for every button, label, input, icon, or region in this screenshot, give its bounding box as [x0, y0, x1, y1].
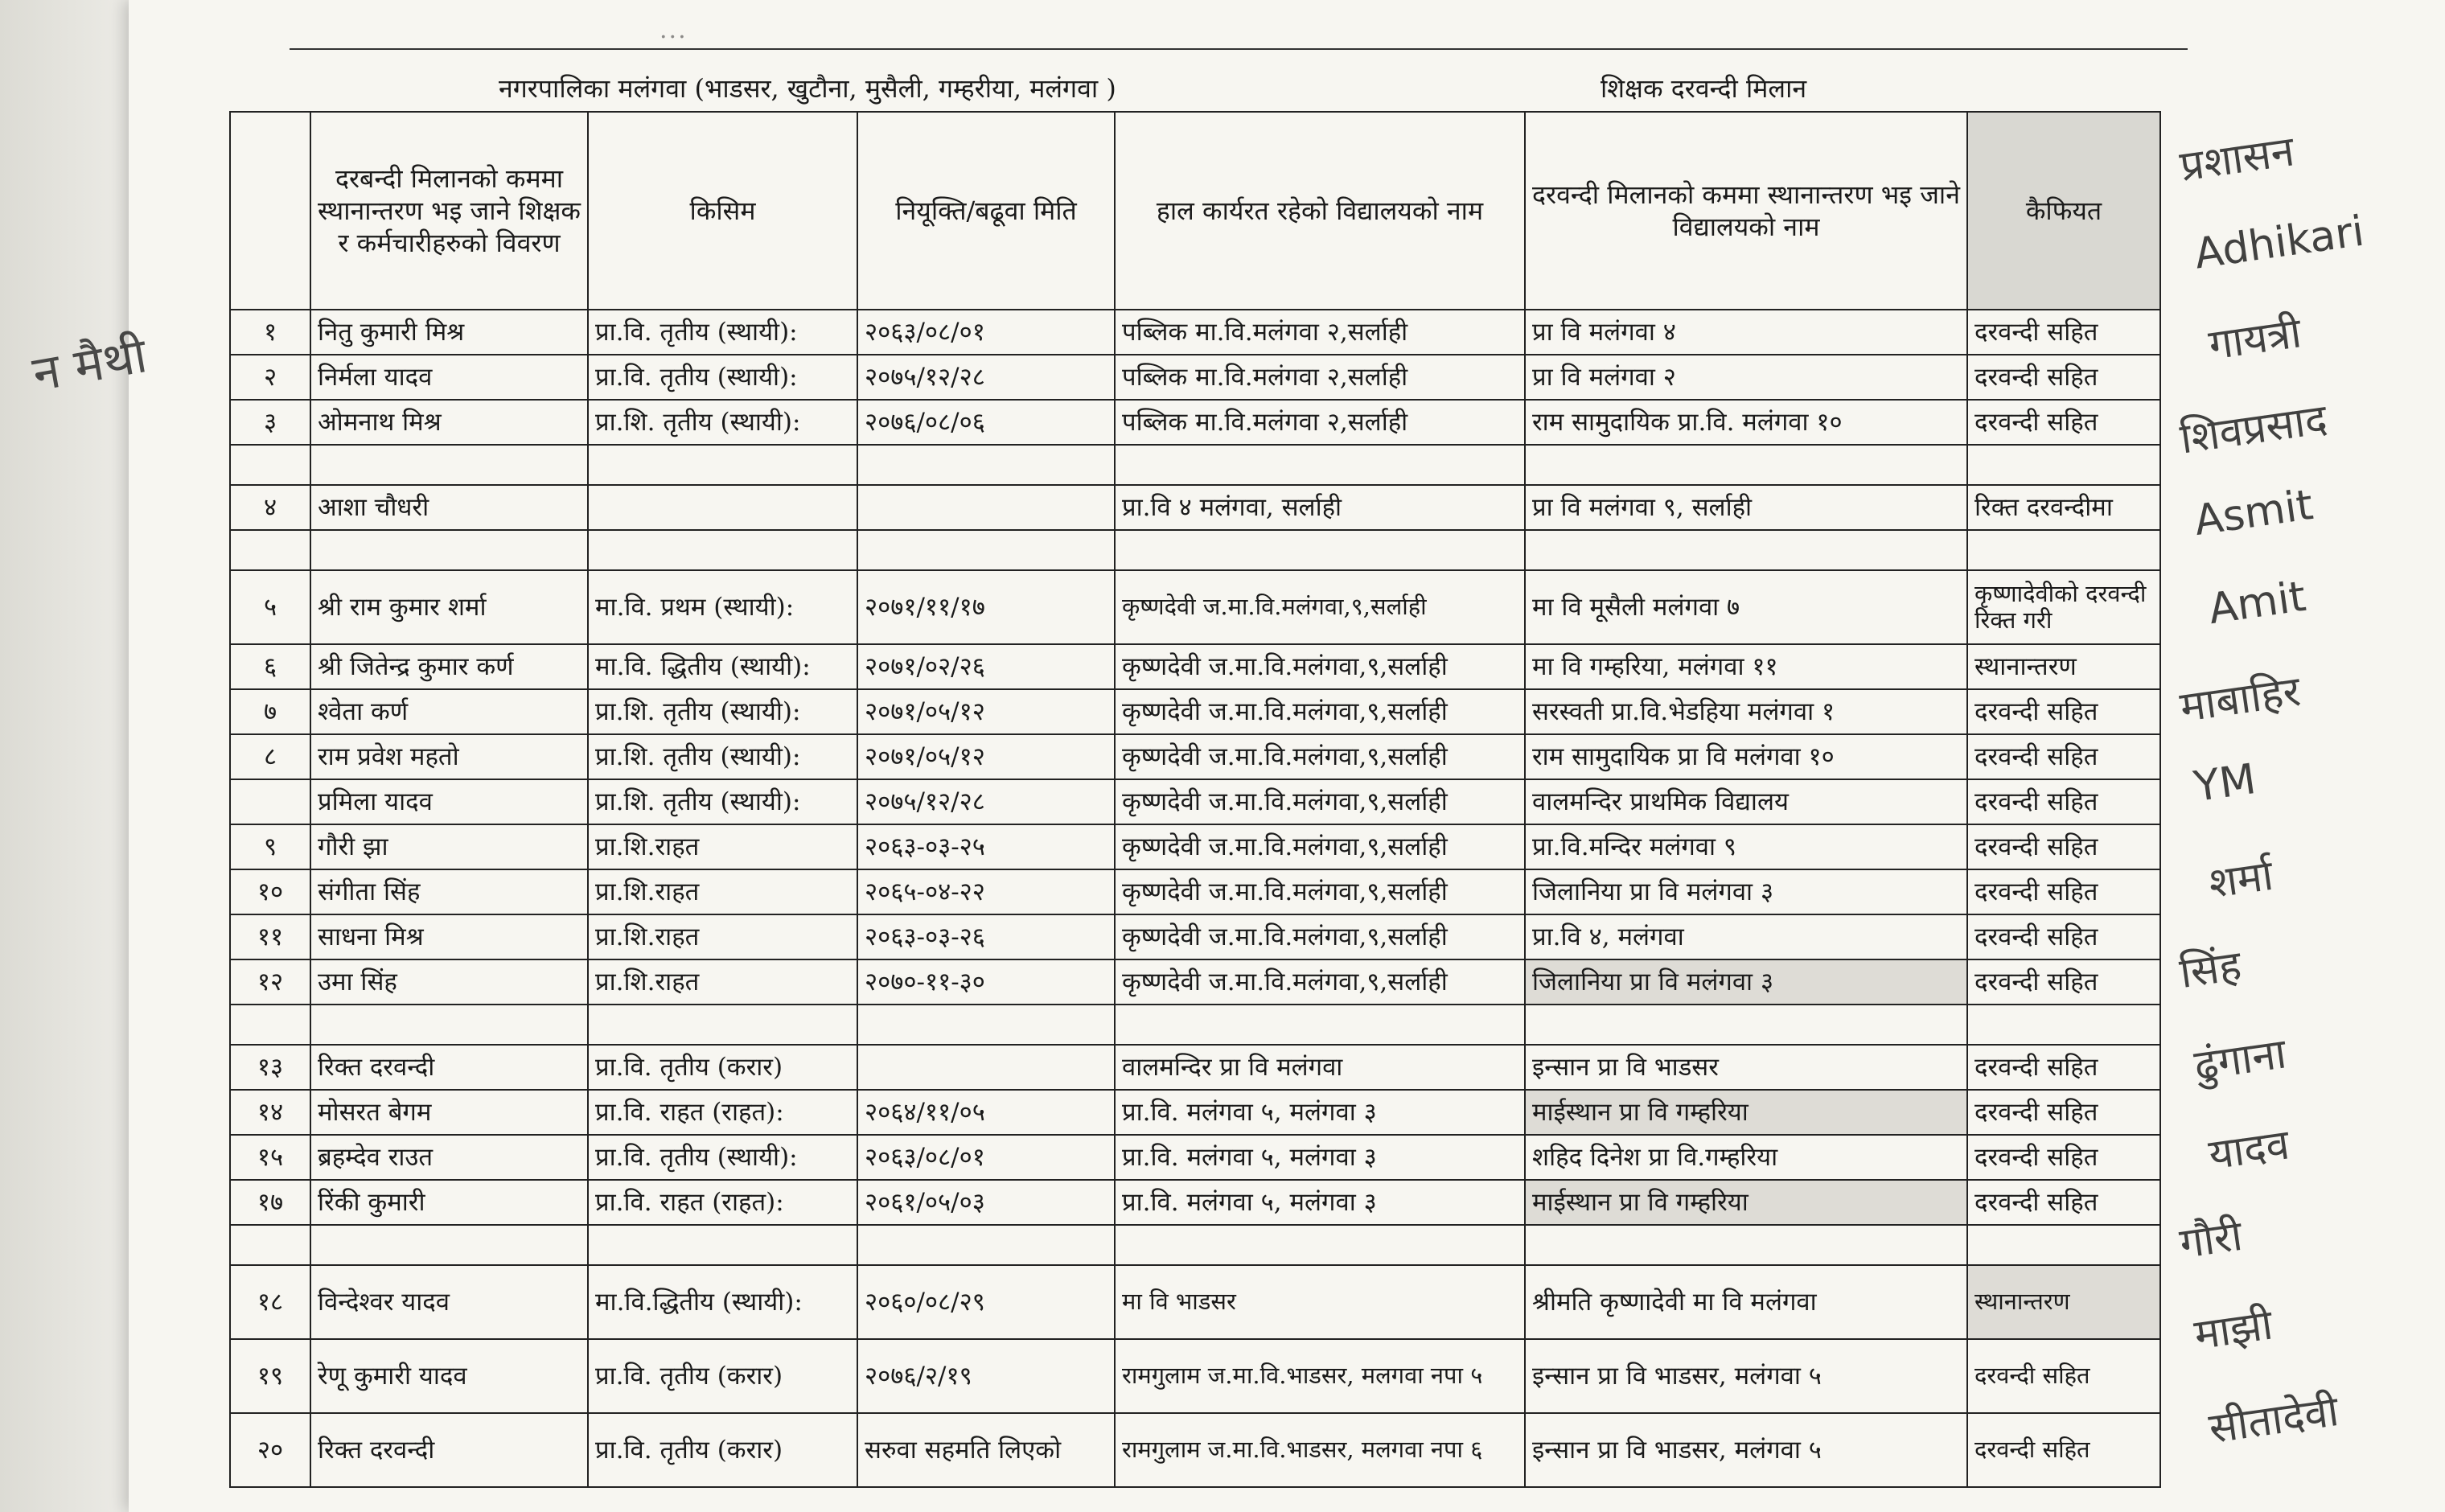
- cell-current: प्रा.वि. मलंगवा ५, मलंगवा ३: [1115, 1090, 1525, 1135]
- handwritten-signature: सीतादेवी: [2205, 1387, 2342, 1453]
- cell-name: उमा सिंह: [310, 959, 588, 1005]
- col-header-sn: [230, 112, 310, 310]
- cell-date: सरुवा सहमति लिएको: [857, 1413, 1115, 1487]
- cell-transfer: जिलानिया प्रा वि मलंगवा ३: [1525, 959, 1967, 1005]
- handwritten-signature: Amit: [2205, 572, 2309, 635]
- cell-type: प्रा.शि. तृतीय (स्थायी):: [588, 734, 857, 779]
- cell-transfer: प्रा वि मलंगवा २: [1525, 355, 1967, 400]
- cell-type: प्रा.शि.राहत: [588, 959, 857, 1005]
- cell-sn: १२: [230, 959, 310, 1005]
- cell-type: प्रा.शि. तृतीय (स्थायी):: [588, 400, 857, 445]
- cell-date: २०७०-११-३०: [857, 959, 1115, 1005]
- cell-current: कृष्णदेवी ज.मा.वि.मलंगवा,९,सर्लाही: [1115, 779, 1525, 824]
- table-row: [230, 1045, 2160, 1090]
- cell-sn: १९: [230, 1339, 310, 1413]
- table-row: [230, 485, 2160, 530]
- cell-remark: [1967, 1005, 2160, 1045]
- handwritten-margin-note: न मैथी: [28, 327, 151, 403]
- cell-remark: दरवन्दी सहित: [1967, 959, 2160, 1005]
- cell-type: प्रा.वि. तृतीय (स्थायी):: [588, 310, 857, 355]
- cell-type: प्रा.वि. तृतीय (स्थायी):: [588, 1135, 857, 1180]
- cell-remark: दरवन्दी सहित: [1967, 400, 2160, 445]
- cell-transfer: [1525, 1005, 1967, 1045]
- cell-date: २०६१/०५/०३: [857, 1180, 1115, 1225]
- cell-remark: स्थानान्तरण: [1967, 1265, 2160, 1339]
- table-row: [230, 959, 2160, 1005]
- cell-type: मा.वि. प्रथम (स्थायी):: [588, 570, 857, 644]
- cell-remark: दरवन्दी सहित: [1967, 1339, 2160, 1413]
- cell-type: [588, 530, 857, 570]
- cell-remark: दरवन्दी सहित: [1967, 779, 2160, 824]
- cell-remark: दरवन्दी सहित: [1967, 824, 2160, 869]
- cell-current: रामगुलाम ज.मा.वि.भाडसर, मलगवा नपा ५: [1115, 1339, 1525, 1413]
- cell-name: आशा चौधरी: [310, 485, 588, 530]
- table-header-row: [230, 112, 2160, 310]
- cell-current: वालमन्दिर प्रा वि मलंगवा: [1115, 1045, 1525, 1090]
- cell-sn: १३: [230, 1045, 310, 1090]
- cell-date: २०७१/०५/१२: [857, 689, 1115, 734]
- cell-transfer: इन्सान प्रा वि भाडसर: [1525, 1045, 1967, 1090]
- table-spacer-row: [230, 530, 2160, 570]
- cell-date: २०६३-०३-२६: [857, 914, 1115, 959]
- table-row: [230, 310, 2160, 355]
- cell-current: कृष्णदेवी ज.मा.वि.मलंगवा,९,सर्लाही: [1115, 689, 1525, 734]
- cell-date: २०६०/०८/२९: [857, 1265, 1115, 1339]
- cell-sn: १४: [230, 1090, 310, 1135]
- cell-date: २०७६/२/१९: [857, 1339, 1115, 1413]
- table-row: [230, 644, 2160, 689]
- table-spacer-row: [230, 1225, 2160, 1265]
- cell-type: प्रा.वि. तृतीय (करार): [588, 1339, 857, 1413]
- cell-current: कृष्णदेवी ज.मा.वि.मलंगवा,९,सर्लाही: [1115, 734, 1525, 779]
- cell-name: संगीता सिंह: [310, 869, 588, 914]
- cell-current: कृष्णदेवी ज.मा.वि.मलंगवा,९,सर्लाही: [1115, 570, 1525, 644]
- cell-name: श्री जितेन्द्र कुमार कर्ण: [310, 644, 588, 689]
- cell-name: निर्मला यादव: [310, 355, 588, 400]
- cell-sn: १८: [230, 1265, 310, 1339]
- cell-type: मा.वि.द्धितीय (स्थायी):: [588, 1265, 857, 1339]
- handwritten-signature: गौरी: [2176, 1211, 2246, 1269]
- cell-remark: दरवन्दी सहित: [1967, 1045, 2160, 1090]
- cell-name: रिक्त दरवन्दी: [310, 1045, 588, 1090]
- cell-remark: [1967, 1225, 2160, 1265]
- handwritten-signature: शिवप्रसाद: [2177, 395, 2331, 464]
- cell-transfer: प्रा.वि ४, मलंगवा: [1525, 914, 1967, 959]
- table-row: [230, 1265, 2160, 1339]
- cell-transfer: इन्सान प्रा वि भाडसर, मलंगवा ५: [1525, 1339, 1967, 1413]
- cell-remark: दरवन्दी सहित: [1967, 1180, 2160, 1225]
- cell-date: २०६४/११/०५: [857, 1090, 1115, 1135]
- cell-name: श्वेता कर्ण: [310, 689, 588, 734]
- cell-type: [588, 485, 857, 530]
- cell-date: [857, 1225, 1115, 1265]
- cell-transfer: माईस्थान प्रा वि गम्हरिया: [1525, 1090, 1967, 1135]
- table-row: [230, 400, 2160, 445]
- cell-transfer: [1525, 445, 1967, 485]
- col-header-transfer-school: दरवन्दी मिलानको कममा स्थानान्तरण भइ जाने विद्यालयको नाम: [1525, 112, 1967, 310]
- cell-remark: [1967, 530, 2160, 570]
- cell-type: प्रा.शि. तृतीय (स्थायी):: [588, 689, 857, 734]
- cell-sn: [230, 1005, 310, 1045]
- cell-current: प्रा.वि ४ मलंगवा, सर्लाही: [1115, 485, 1525, 530]
- cell-type: [588, 445, 857, 485]
- handwritten-signature: माझी: [2191, 1300, 2276, 1360]
- col-header-date: नियूक्ति/बढूवा मिति: [857, 112, 1115, 310]
- handwritten-signature: गायत्री: [2205, 309, 2305, 370]
- cell-type: मा.वि. द्धितीय (स्थायी):: [588, 644, 857, 689]
- cell-date: २०७१/०५/१२: [857, 734, 1115, 779]
- cell-name: रिक्त दरवन्दी: [310, 1413, 588, 1487]
- cell-type: प्रा.वि. तृतीय (करार): [588, 1045, 857, 1090]
- cell-transfer: माईस्थान प्रा वि गम्हरिया: [1525, 1180, 1967, 1225]
- cell-sn: ४: [230, 485, 310, 530]
- cell-transfer: मा वि गम्हरिया, मलंगवा ११: [1525, 644, 1967, 689]
- cell-name: विन्देश्वर यादव: [310, 1265, 588, 1339]
- table-row: [230, 869, 2160, 914]
- cell-date: [857, 1005, 1115, 1045]
- cell-sn: ८: [230, 734, 310, 779]
- cell-transfer: [1525, 530, 1967, 570]
- cell-name: [310, 1225, 588, 1265]
- cell-transfer: मा वि मूसैली मलंगवा ७: [1525, 570, 1967, 644]
- cell-transfer: प्रा.वि.मन्दिर मलंगवा ९: [1525, 824, 1967, 869]
- cell-name: ओमनाथ मिश्र: [310, 400, 588, 445]
- cell-name: नितु कुमारी मिश्र: [310, 310, 588, 355]
- cell-type: प्रा.शि.राहत: [588, 869, 857, 914]
- cell-type: [588, 1225, 857, 1265]
- cell-name: प्रमिला यादव: [310, 779, 588, 824]
- cell-name: रिंकी कुमारी: [310, 1180, 588, 1225]
- handwritten-signature: माबाहिर: [2176, 667, 2303, 733]
- cell-date: २०६३-०३-२५: [857, 824, 1115, 869]
- cell-date: [857, 445, 1115, 485]
- table-row: [230, 1413, 2160, 1487]
- cell-transfer: इन्सान प्रा वि भाडसर, मलंगवा ५: [1525, 1413, 1967, 1487]
- table-spacer-row: [230, 1005, 2160, 1045]
- cell-remark: दरवन्दी सहित: [1967, 310, 2160, 355]
- cropped-heading: ...: [660, 16, 688, 44]
- table-row: [230, 779, 2160, 824]
- cell-sn: १: [230, 310, 310, 355]
- table-row: [230, 1090, 2160, 1135]
- cell-transfer: प्रा वि मलंगवा ४: [1525, 310, 1967, 355]
- cell-type: प्रा.शि. तृतीय (स्थायी):: [588, 779, 857, 824]
- cell-transfer: राम सामुदायिक प्रा.वि. मलंगवा १०: [1525, 400, 1967, 445]
- col-header-remark: कैफियत: [1967, 112, 2160, 310]
- page-edge: [0, 0, 129, 1512]
- handwritten-signature: Adhikari: [2191, 207, 2368, 279]
- cell-remark: दरवन्दी सहित: [1967, 914, 2160, 959]
- cell-name: श्री राम कुमार शर्मा: [310, 570, 588, 644]
- teacher-transfer-table: [229, 111, 2161, 1488]
- document-subtitle: शिक्षक दरवन्दी मिलान: [1601, 73, 1807, 104]
- cell-name: रेणू कुमारी यादव: [310, 1339, 588, 1413]
- cell-remark: दरवन्दी सहित: [1967, 734, 2160, 779]
- cell-transfer: जिलानिया प्रा वि मलंगवा ३: [1525, 869, 1967, 914]
- handwritten-signature: प्रशासन: [2176, 127, 2298, 191]
- cell-date: २०६३/०८/०१: [857, 1135, 1115, 1180]
- handwritten-signature: Asmit: [2191, 480, 2316, 546]
- cell-type: प्रा.वि. राहत (राहत):: [588, 1180, 857, 1225]
- handwritten-signature: शर्मा: [2205, 851, 2277, 909]
- table-row: [230, 824, 2160, 869]
- cell-date: २०७१/०२/२६: [857, 644, 1115, 689]
- cell-transfer: श्रीमति कृष्णादेवी मा वि मलंगवा: [1525, 1265, 1967, 1339]
- cell-remark: दरवन्दी सहित: [1967, 1413, 2160, 1487]
- cell-transfer: [1525, 1225, 1967, 1265]
- cell-name: [310, 445, 588, 485]
- cell-current: [1115, 1005, 1525, 1045]
- cell-sn: १०: [230, 869, 310, 914]
- cell-remark: दरवन्दी सहित: [1967, 1090, 2160, 1135]
- cell-name: [310, 530, 588, 570]
- cell-current: पब्लिक मा.वि.मलंगवा २,सर्लाही: [1115, 310, 1525, 355]
- cell-date: २०७१/११/१७: [857, 570, 1115, 644]
- cell-current: [1115, 530, 1525, 570]
- table-row: [230, 355, 2160, 400]
- cell-transfer: प्रा वि मलंगवा ९, सर्लाही: [1525, 485, 1967, 530]
- handwritten-signature: सिंह: [2176, 941, 2245, 998]
- cell-date: [857, 485, 1115, 530]
- cell-sn: [230, 779, 310, 824]
- cell-remark: रिक्त दरवन्दीमा: [1967, 485, 2160, 530]
- cell-remark: कृष्णादेवीको दरवन्दी रिक्त गरी: [1967, 570, 2160, 644]
- handwritten-signature: यादव: [2205, 1120, 2293, 1180]
- cell-type: प्रा.शि.राहत: [588, 914, 857, 959]
- cell-transfer: सरस्वती प्रा.वि.भेडहिया मलंगवा १: [1525, 689, 1967, 734]
- cell-current: कृष्णदेवी ज.मा.वि.मलंगवा,९,सर्लाही: [1115, 959, 1525, 1005]
- cell-current: कृष्णदेवी ज.मा.वि.मलंगवा,९,सर्लाही: [1115, 824, 1525, 869]
- cell-remark: [1967, 445, 2160, 485]
- col-header-type: किसिम: [588, 112, 857, 310]
- cell-date: २०६५-०४-२२: [857, 869, 1115, 914]
- cell-date: २०७६/०८/०६: [857, 400, 1115, 445]
- cell-remark: स्थानान्तरण: [1967, 644, 2160, 689]
- table-row: [230, 1135, 2160, 1180]
- cell-remark: दरवन्दी सहित: [1967, 869, 2160, 914]
- cell-sn: ९: [230, 824, 310, 869]
- handwritten-signature: ढुंगाना: [2191, 1029, 2290, 1091]
- col-header-current-school: हाल कार्यरत रहेको विद्यालयको नाम: [1115, 112, 1525, 310]
- cell-date: २०७५/१२/२८: [857, 355, 1115, 400]
- col-header-name: दरबन्दी मिलानको कममा स्थानान्तरण भइ जाने शिक्षक र कर्मचारीहरुको विवरण: [310, 112, 588, 310]
- cell-name: साधना मिश्र: [310, 914, 588, 959]
- cell-current: मा वि भाडसर: [1115, 1265, 1525, 1339]
- cell-transfer: वालमन्दिर प्राथमिक विद्यालय: [1525, 779, 1967, 824]
- cell-sn: ७: [230, 689, 310, 734]
- cell-type: प्रा.वि. तृतीय (स्थायी):: [588, 355, 857, 400]
- table-row: [230, 1339, 2160, 1413]
- cell-sn: १५: [230, 1135, 310, 1180]
- table-spacer-row: [230, 445, 2160, 485]
- cell-sn: १७: [230, 1180, 310, 1225]
- cell-sn: [230, 1225, 310, 1265]
- table-row: [230, 734, 2160, 779]
- cell-current: कृष्णदेवी ज.मा.वि.मलंगवा,९,सर्लाही: [1115, 644, 1525, 689]
- cell-name: [310, 1005, 588, 1045]
- cell-sn: [230, 530, 310, 570]
- cell-type: [588, 1005, 857, 1045]
- cell-current: पब्लिक मा.वि.मलंगवा २,सर्लाही: [1115, 400, 1525, 445]
- cell-transfer: राम सामुदायिक प्रा वि मलंगवा १०: [1525, 734, 1967, 779]
- cell-sn: ५: [230, 570, 310, 644]
- cell-date: [857, 1045, 1115, 1090]
- cell-current: पब्लिक मा.वि.मलंगवा २,सर्लाही: [1115, 355, 1525, 400]
- cell-name: मोसरत बेगम: [310, 1090, 588, 1135]
- cell-sn: ३: [230, 400, 310, 445]
- cell-date: २०७५/१२/२८: [857, 779, 1115, 824]
- cell-name: ब्रहम्देव राउत: [310, 1135, 588, 1180]
- cell-type: प्रा.वि. राहत (राहत):: [588, 1090, 857, 1135]
- table-row: [230, 914, 2160, 959]
- cell-sn: २: [230, 355, 310, 400]
- cell-remark: दरवन्दी सहित: [1967, 1135, 2160, 1180]
- cell-sn: २०: [230, 1413, 310, 1487]
- cell-date: २०६३/०८/०१: [857, 310, 1115, 355]
- table-row: [230, 1180, 2160, 1225]
- cell-date: [857, 530, 1115, 570]
- cell-sn: [230, 445, 310, 485]
- table-body: [230, 310, 2160, 1487]
- cell-current: [1115, 445, 1525, 485]
- signature-column: [2164, 129, 2437, 1496]
- cell-current: कृष्णदेवी ज.मा.वि.मलंगवा,९,सर्लाही: [1115, 869, 1525, 914]
- cell-sn: ६: [230, 644, 310, 689]
- cell-current: कृष्णदेवी ज.मा.वि.मलंगवा,९,सर्लाही: [1115, 914, 1525, 959]
- cell-current: प्रा.वि. मलंगवा ५, मलंगवा ३: [1115, 1180, 1525, 1225]
- cell-current: प्रा.वि. मलंगवा ५, मलंगवा ३: [1115, 1135, 1525, 1180]
- cell-name: राम प्रवेश महतो: [310, 734, 588, 779]
- cell-sn: ११: [230, 914, 310, 959]
- handwritten-signature: YM: [2191, 754, 2259, 812]
- cell-current: [1115, 1225, 1525, 1265]
- cell-remark: दरवन्दी सहित: [1967, 355, 2160, 400]
- cell-type: प्रा.शि.राहत: [588, 824, 857, 869]
- cell-remark: दरवन्दी सहित: [1967, 689, 2160, 734]
- cell-current: रामगुलाम ज.मा.वि.भाडसर, मलगवा नपा ६: [1115, 1413, 1525, 1487]
- cell-transfer: शहिद दिनेश प्रा वि.गम्हरिया: [1525, 1135, 1967, 1180]
- table-row: [230, 570, 2160, 644]
- table-row: [230, 689, 2160, 734]
- document-title: नगरपालिका मलंगवा (भाडसर, खुटौना, मुसैली, गम्हरीया, मलंगवा ): [499, 73, 1116, 104]
- cell-type: प्रा.वि. तृतीय (करार): [588, 1413, 857, 1487]
- cell-name: गौरी झा: [310, 824, 588, 869]
